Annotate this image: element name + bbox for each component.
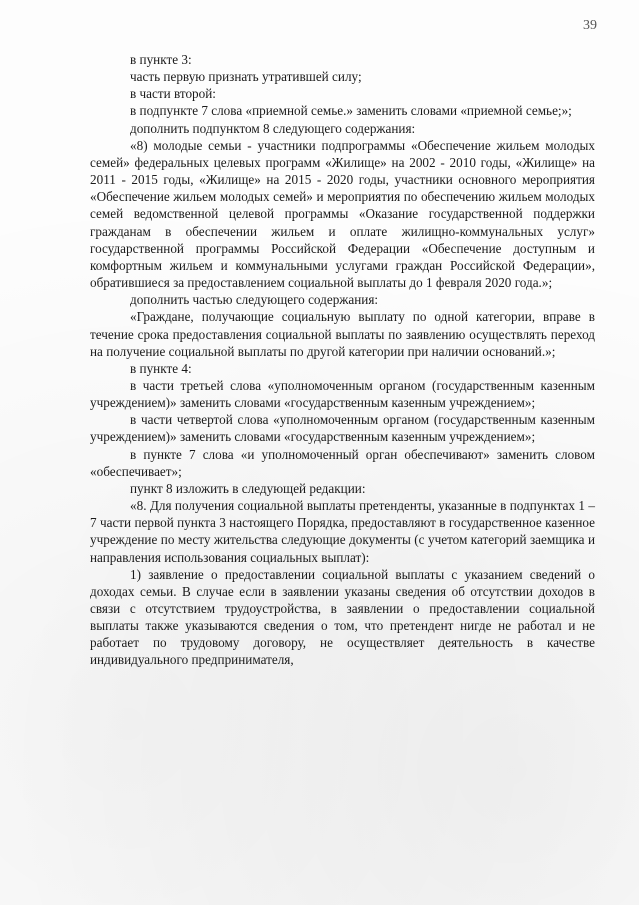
document-body bbox=[90, 51, 595, 669]
paragraph: в пункте 4: bbox=[130, 360, 192, 376]
page-number: 39 bbox=[583, 18, 597, 33]
paragraph: «8. Для получения социальной выплаты претенденты, указанные в подпунктах 1 – 7 части первой пункта 3 настоящего Порядка, предоставляют в государственное казенное учреждение по месту жительства следующие документы (с учетом категорий заемщика и направления использования социальных выплат): bbox=[90, 498, 595, 565]
paragraph: «Граждане, получающие социальную выплату по одной категории, вправе в течение срока предоставления социальной выплаты по заявлению осуществлять переход на получение социальной выплаты по другой категории при наличии оснований.»; bbox=[90, 309, 595, 359]
paragraph: часть первую признать утратившей силу; bbox=[130, 69, 362, 85]
paragraph: 1) заявление о предоставлении социальной выплаты с указанием сведений о доходах семьи. В случае если в заявлении указаны сведения об отсутствии доходов в связи с отсутствием трудоустройства, в заявлении о предоставлении социальной выплаты также указываются сведения о том, что претендент нигде не работал и не работает по трудовому договору, не осуществляет деятельность в качестве индивидуального предпринимателя, bbox=[90, 566, 595, 668]
paragraph: в подпункте 7 слова «приемной семье.» заменить словами «приемной семье;»; bbox=[130, 103, 572, 119]
paragraph: в части второй: bbox=[130, 86, 216, 102]
paragraph: дополнить частью следующего содержания: bbox=[130, 292, 379, 308]
paragraph: пункт 8 изложить в следующей редакции: bbox=[130, 480, 366, 496]
paragraph: дополнить подпунктом 8 следующего содержания: bbox=[130, 120, 416, 136]
paragraph: в пункте 7 слова «и уполномоченный орган обеспечивают» заменить словом «обеспечивает»; bbox=[90, 446, 595, 479]
paragraph: в части четвертой слова «уполномоченным органом (государственным казенным учреждением)» заменить словами «государственным казенным учреждением»; bbox=[90, 412, 595, 445]
paragraph: в части третьей слова «уполномоченным органом (государственным казенным учреждением)» заменить словами «государственным казенным учреждением»; bbox=[90, 377, 595, 411]
paragraph: в пункте 3: bbox=[130, 52, 192, 67]
paragraph: «8) молодые семьи - участники подпрограммы «Обеспечение жильем молодых семей» федеральных целевых программ «Жилище» на 2002 - 2010 годы, «Жилище» на 2011 - 2015 годы, «Жилище» на 2015 - 2020 годы, участники основного мероприятия «Обеспечение жильем молодых семей» и мероприятия по обеспечению жильем молодых семей ведомственной целевой программы «Оказание государственной поддержки гражданам в обеспечении жильем и оплате жилищно-коммунальных услуг» государственной программы Российской Федерации «Обеспечение доступным и комфортным жильем и коммунальными услугами граждан Российской Федерации», обратившиеся за предоставлением социальной выплаты до 1 февраля 2020 года.»; bbox=[90, 137, 595, 291]
